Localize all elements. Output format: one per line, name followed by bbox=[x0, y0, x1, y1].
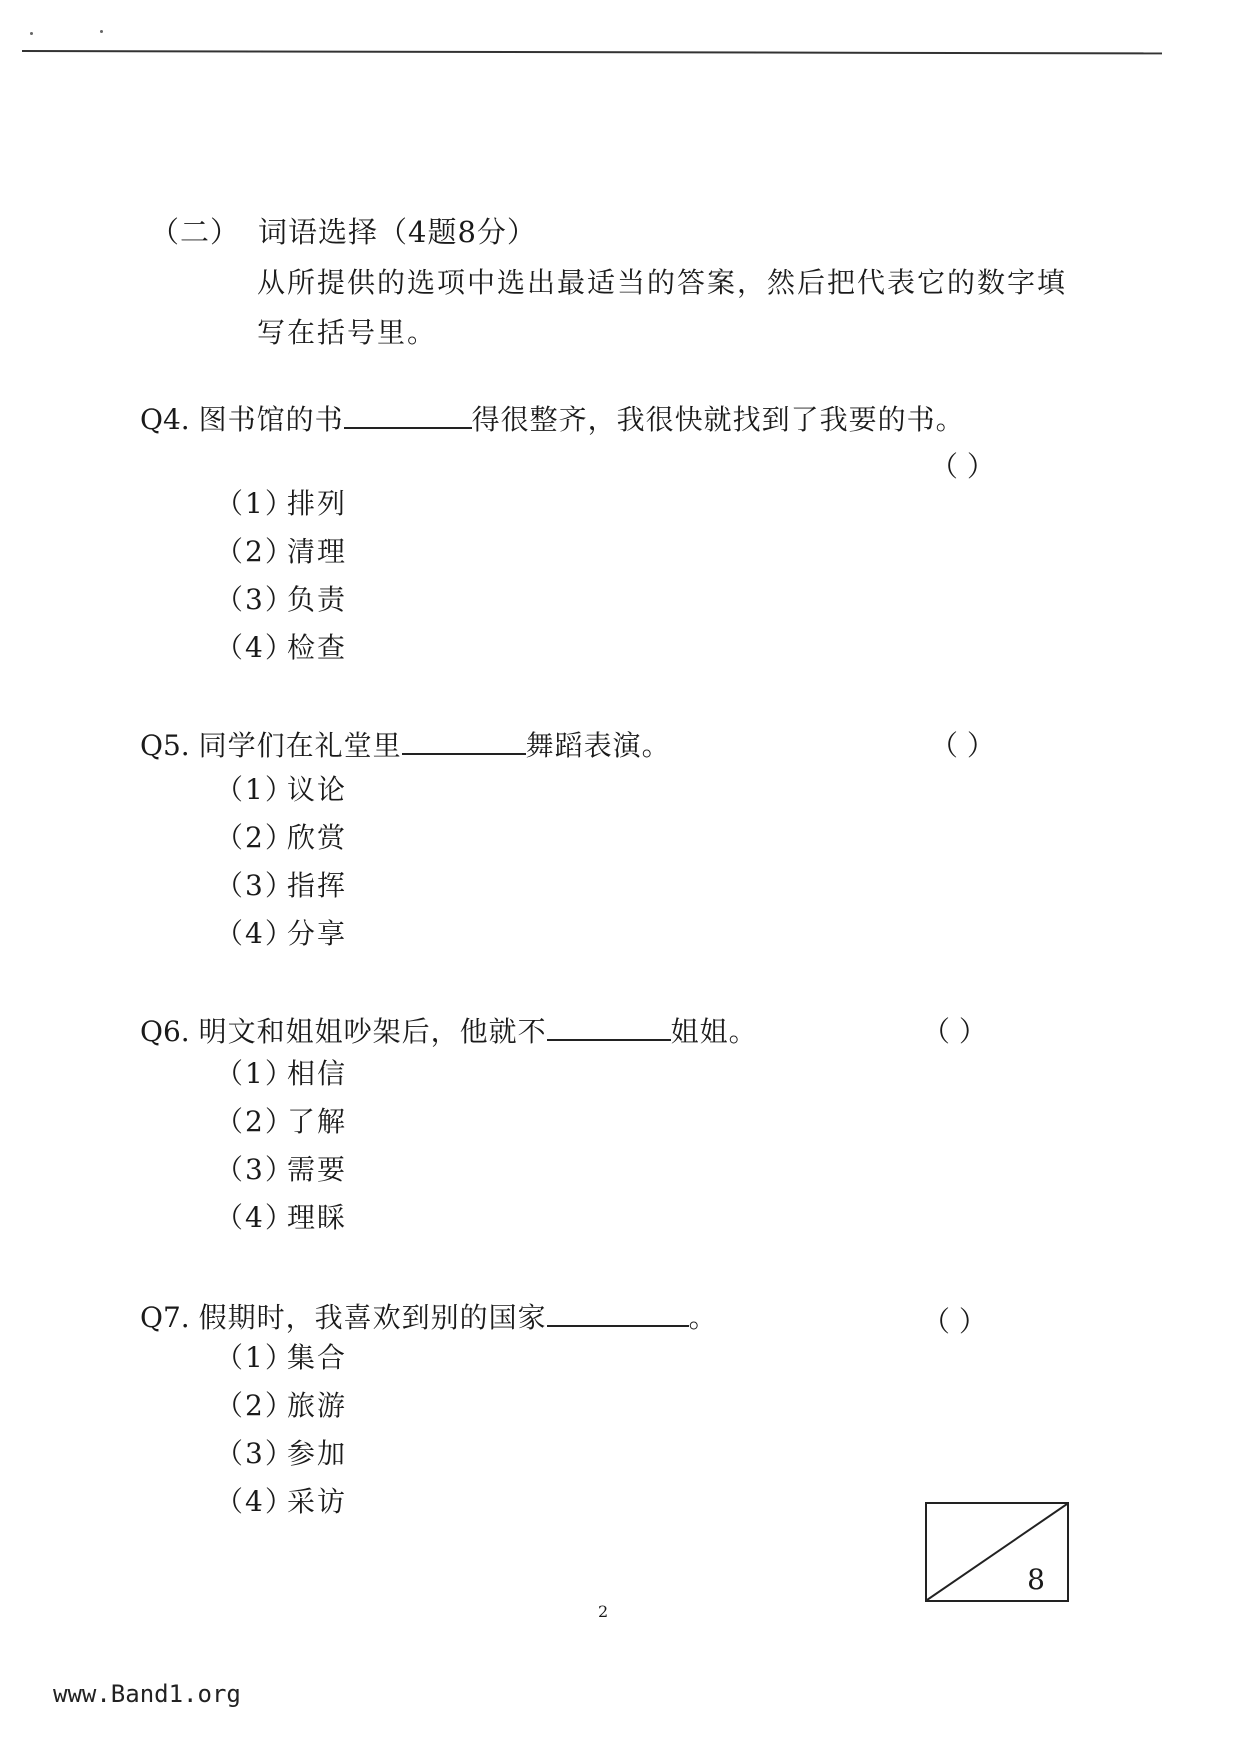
section-title: 词语选择（4题8分） bbox=[258, 215, 537, 249]
option-item[interactable] bbox=[215, 862, 347, 910]
option-text: 参加 bbox=[287, 1437, 348, 1470]
option-item[interactable] bbox=[215, 1194, 347, 1242]
option-list bbox=[215, 1050, 347, 1242]
scan-speck bbox=[100, 30, 103, 33]
option-text: 负责 bbox=[287, 583, 348, 616]
option-number: （1） bbox=[215, 1057, 295, 1090]
question-q6 bbox=[140, 1010, 758, 1050]
option-item[interactable] bbox=[215, 814, 347, 862]
option-item[interactable] bbox=[215, 1146, 347, 1194]
option-number: （2） bbox=[215, 1105, 295, 1138]
question-text-before: 同学们在礼堂里 bbox=[198, 729, 402, 762]
option-text: 了解 bbox=[287, 1105, 348, 1138]
option-number: （3） bbox=[215, 583, 295, 616]
option-item[interactable] bbox=[215, 1334, 347, 1382]
option-item[interactable] bbox=[215, 1430, 347, 1478]
option-text: 采访 bbox=[287, 1485, 348, 1518]
option-item[interactable] bbox=[215, 1050, 347, 1098]
question-text-after: 舞蹈表演。 bbox=[525, 729, 671, 762]
section-instructions: 从所提供的选项中选出最适当的答案，然后把代表它的数字填写在括号里。 bbox=[257, 266, 1068, 349]
option-text: 旅游 bbox=[287, 1389, 348, 1422]
option-text: 议论 bbox=[287, 773, 348, 806]
option-item[interactable] bbox=[215, 1478, 347, 1526]
question-text-before: 假期时，我喜欢到别的国家 bbox=[198, 1301, 547, 1334]
option-text: 集合 bbox=[287, 1341, 348, 1374]
question-label: Q4. bbox=[140, 403, 190, 436]
option-item[interactable] bbox=[215, 528, 347, 576]
option-number: （4） bbox=[215, 917, 295, 950]
option-item[interactable] bbox=[215, 766, 347, 814]
question-text-after: 姐姐。 bbox=[670, 1015, 758, 1048]
question-text-before: 图书馆的书 bbox=[198, 403, 344, 436]
question-q7 bbox=[140, 1296, 718, 1336]
score-box-diagonal bbox=[927, 1504, 1067, 1600]
answer-bracket[interactable]: （ ） bbox=[922, 1305, 987, 1338]
option-number: （4） bbox=[215, 1485, 295, 1518]
option-number: （3） bbox=[215, 1437, 295, 1470]
answer-blank[interactable] bbox=[547, 1015, 671, 1041]
option-text: 需要 bbox=[287, 1153, 348, 1186]
option-text: 检查 bbox=[287, 631, 348, 664]
option-text: 欣赏 bbox=[287, 821, 348, 854]
option-item[interactable] bbox=[215, 624, 347, 672]
option-number: （4） bbox=[215, 631, 295, 664]
scan-speck bbox=[30, 32, 33, 35]
page-number: 2 bbox=[598, 1602, 609, 1621]
question-q5 bbox=[140, 724, 671, 764]
score-value: 8 bbox=[1027, 1563, 1045, 1596]
option-item[interactable] bbox=[215, 576, 347, 624]
question-label: Q6. bbox=[140, 1015, 190, 1048]
option-list bbox=[215, 766, 347, 958]
option-number: （4） bbox=[215, 1201, 295, 1234]
option-item[interactable] bbox=[215, 910, 347, 958]
option-item[interactable] bbox=[215, 480, 347, 528]
answer-bracket[interactable]: （ ） bbox=[930, 729, 995, 762]
score-box bbox=[925, 1502, 1069, 1602]
top-rule bbox=[22, 50, 1162, 54]
option-number: （1） bbox=[215, 1341, 295, 1374]
option-item[interactable] bbox=[215, 1382, 347, 1430]
option-number: （2） bbox=[215, 821, 295, 854]
answer-bracket[interactable]: （ ） bbox=[922, 1015, 987, 1048]
option-text: 分享 bbox=[287, 917, 348, 950]
option-list bbox=[215, 480, 347, 672]
option-number: （3） bbox=[215, 1153, 295, 1186]
watermark-url: www.Band1.org bbox=[53, 1680, 241, 1708]
option-text: 理睬 bbox=[287, 1201, 348, 1234]
answer-bracket[interactable]: （ ） bbox=[930, 450, 995, 483]
option-item[interactable] bbox=[215, 1098, 347, 1146]
question-text-after: 得很整齐，我很快就找到了我要的书。 bbox=[471, 403, 965, 436]
option-text: 指挥 bbox=[287, 869, 348, 902]
answer-blank[interactable] bbox=[344, 403, 472, 429]
question-text-after: 。 bbox=[688, 1301, 718, 1334]
question-text-before: 明文和姐姐吵架后，他就不 bbox=[198, 1015, 547, 1048]
question-label: Q7. bbox=[140, 1301, 190, 1334]
answer-blank[interactable] bbox=[547, 1301, 689, 1327]
option-number: （2） bbox=[215, 1389, 295, 1422]
section-heading bbox=[150, 210, 537, 251]
answer-blank[interactable] bbox=[402, 729, 526, 755]
option-number: （2） bbox=[215, 535, 295, 568]
section-number: （二） bbox=[150, 215, 241, 249]
question-q4 bbox=[140, 398, 965, 438]
option-list bbox=[215, 1334, 347, 1526]
option-text: 相信 bbox=[287, 1057, 348, 1090]
option-number: （1） bbox=[215, 773, 295, 806]
option-number: （3） bbox=[215, 869, 295, 902]
option-number: （1） bbox=[215, 487, 295, 520]
option-text: 清理 bbox=[287, 535, 348, 568]
option-text: 排列 bbox=[287, 487, 348, 520]
question-label: Q5. bbox=[140, 729, 190, 762]
